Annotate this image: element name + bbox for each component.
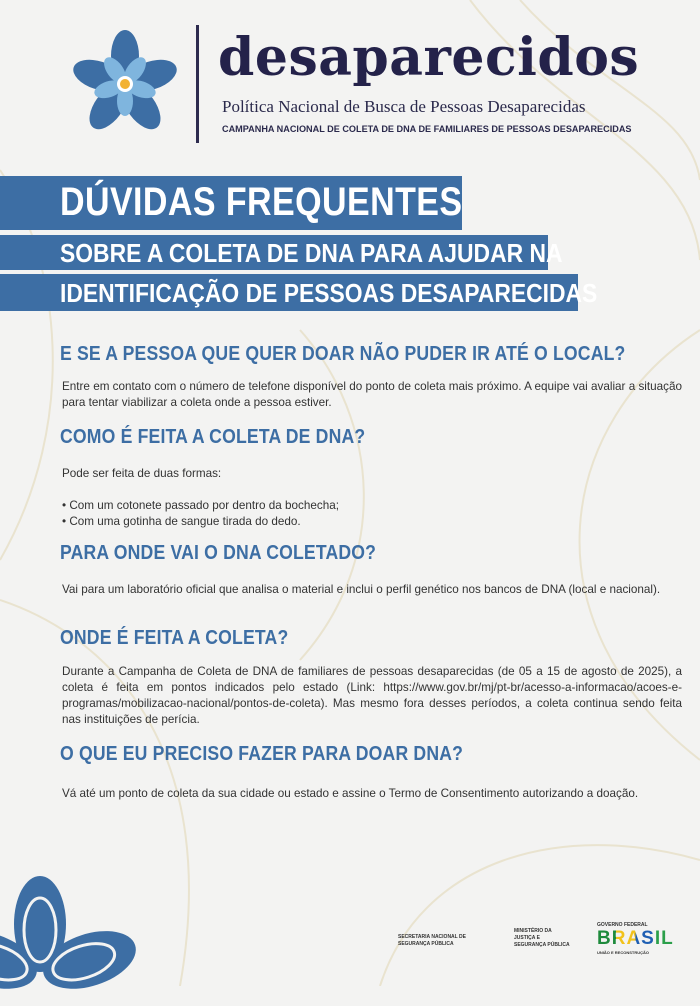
- flower-logo-icon: [63, 28, 187, 140]
- faq-answer-5: Vá até um ponto de coleta da sua cidade ou estado e assine o Termo de Consentimento autorizando a doação.: [62, 787, 639, 800]
- faq-question-4: ONDE É FEITA A COLETA?: [60, 626, 289, 649]
- gov-federal-logo: [597, 922, 679, 956]
- subtitle-line-2: IDENTIFICAÇÃO DE PESSOAS DESAPARECIDAS: [60, 278, 598, 308]
- faq-question-2: COMO É FEITA A COLETA DE DNA?: [60, 425, 366, 448]
- page-title: DÚVIDAS FREQUENTES: [60, 180, 463, 224]
- gov-wordmark: [597, 929, 679, 949]
- faq-bullets-2: [62, 498, 682, 530]
- campaign-line: CAMPANHA NACIONAL DE COLETA DE DNA DE FAMILIARES DE PESSOAS DESAPARECIDAS: [222, 124, 632, 135]
- flower-decoration-icon: [0, 866, 140, 1006]
- senasp-logo: [398, 934, 466, 948]
- brand-subtitle: Política Nacional de Busca de Pessoas Desaparecidas: [222, 97, 586, 116]
- faq-answer-3: Vai para um laboratório oficial que analisa o material e inclui o perfil genético nos bancos de DNA (local e nacional).: [62, 583, 661, 596]
- subtitle-banner-1: [0, 235, 563, 270]
- faq-question-3: PARA ONDE VAI O DNA COLETADO?: [60, 541, 377, 564]
- list-item: • Com uma gotinha de sangue tirada do dedo.: [62, 514, 682, 530]
- ministry-line-3: SEGURANÇA PÚBLICA: [514, 942, 570, 948]
- gov-top-text: GOVERNO FEDERAL: [597, 922, 648, 928]
- faq-question-1: E SE A PESSOA QUE QUER DOAR NÃO PUDER IR ATÉ O LOCAL?: [60, 342, 626, 365]
- ministry-logo: [514, 928, 570, 949]
- faq-answer-4: Durante a Campanha de Coleta de DNA de familiares de pessoas desaparecidas (de 05 a 15 de agosto de 2025), a coleta é feita em pontos indicados pelo estado (Link: https://www.gov.br/mj/pt-br/acesso-a-informacao/acoes-e-programas/mobilizacao-nacional/pontos-de-coleta). Mas mesmo fora desses períodos, a coleta continua sendo feita nas instituições de perícia.: [62, 665, 682, 726]
- gov-word: BRASIL: [597, 928, 674, 949]
- header-divider: [196, 25, 199, 143]
- ministry-line-1: MINISTÉRIO DA: [514, 928, 552, 934]
- list-item: • Com um cotonete passado por dentro da bochecha;: [62, 498, 682, 514]
- ministry-line-2: JUSTIÇA E: [514, 935, 540, 941]
- brand-wordmark: desaparecidos: [218, 27, 640, 88]
- title-banner: [0, 176, 462, 230]
- gov-bottom-text: UNIÃO E RECONSTRUÇÃO: [597, 950, 650, 955]
- senasp-line-2: SEGURANÇA PÚBLICA: [398, 941, 454, 947]
- faq-answer-2: Pode ser feita de duas formas:: [62, 467, 222, 480]
- faq-question-5: O QUE EU PRECISO FAZER PARA DOAR DNA?: [60, 742, 464, 765]
- subtitle-banner-2: [0, 274, 598, 311]
- senasp-line-1: SECRETARIA NACIONAL DE: [398, 934, 466, 940]
- subtitle-line-1: SOBRE A COLETA DE DNA PARA AJUDAR NA: [60, 238, 563, 268]
- faq-answer-1: Entre em contato com o número de telefone disponível do ponto de coleta mais próximo. A equipe vai avaliar a situação para tentar viabilizar a coleta onde a pessoa estiver.: [62, 380, 682, 409]
